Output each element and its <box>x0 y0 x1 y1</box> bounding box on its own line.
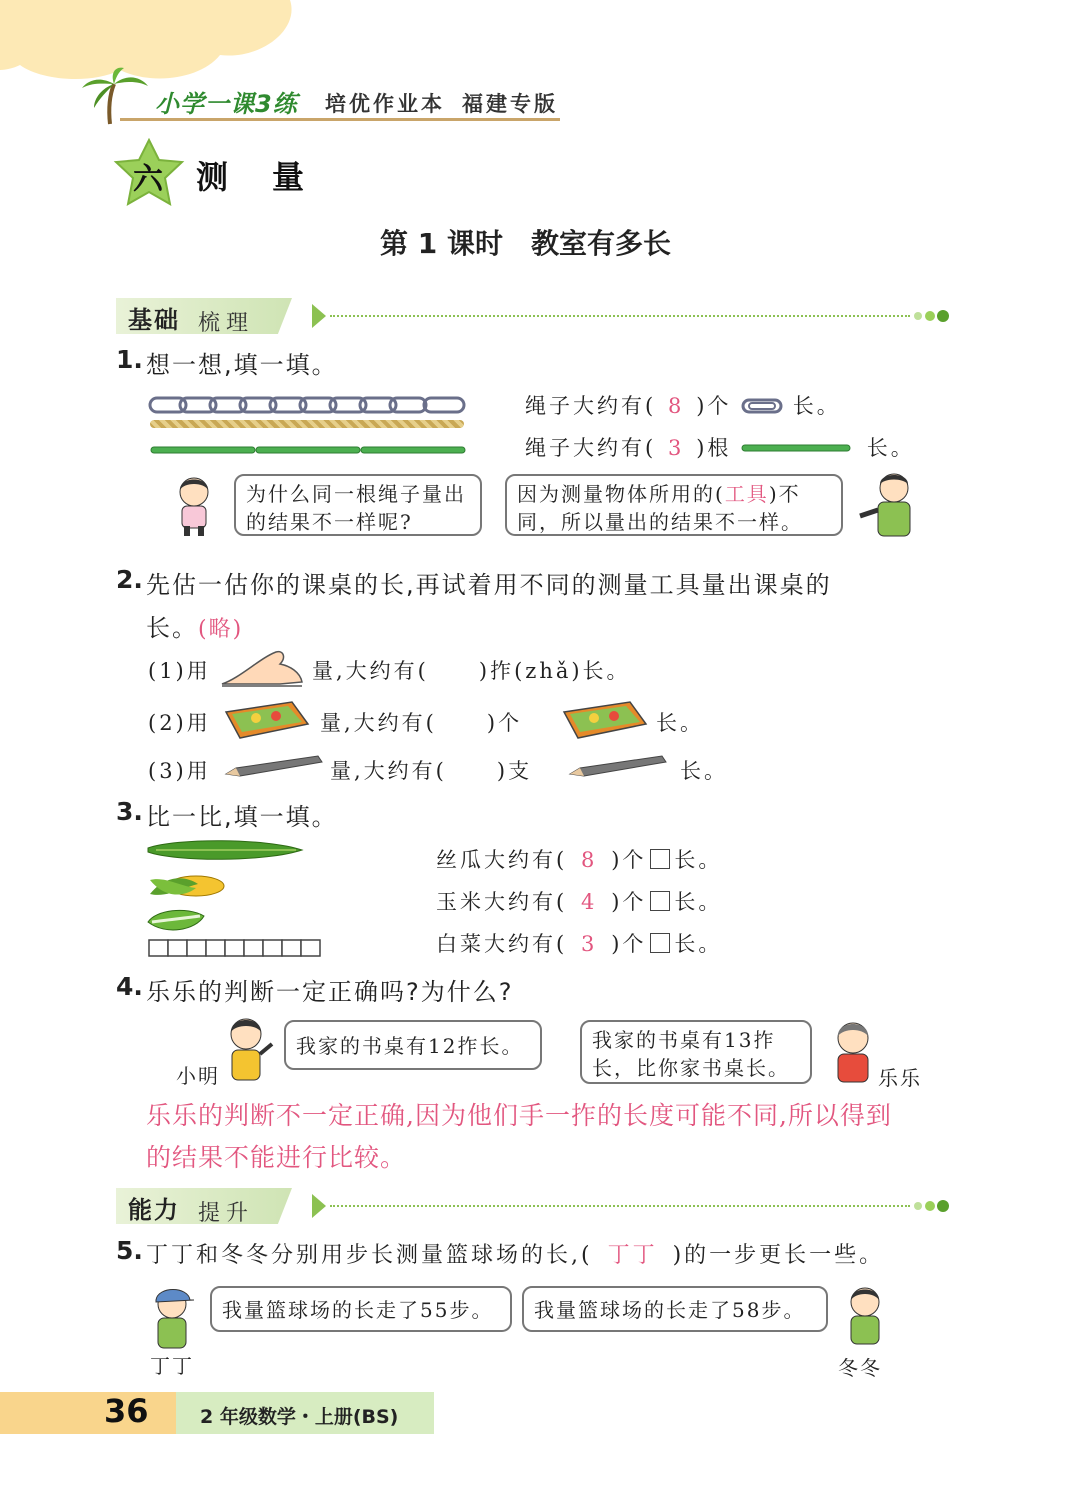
q2-item3-rest <box>330 755 532 785</box>
q3-row-end: 长。 <box>674 890 723 914</box>
q2-item3-end: 长。 <box>680 759 728 783</box>
pencil-icon-2 <box>568 754 668 778</box>
q2-item1 <box>148 655 211 685</box>
pencil-case-icon <box>222 698 310 742</box>
q2-item1-pre: (1)用 <box>148 659 211 683</box>
q2-item1-mid: 量,大约有( <box>312 659 429 683</box>
pencil-case-icon-2 <box>560 698 648 742</box>
q3-row-answer[interactable]: 4 <box>581 890 598 914</box>
q5-text <box>146 1238 884 1269</box>
lele-character <box>828 1018 878 1086</box>
q4-answer-line2: 的结果不能进行比较。 <box>146 1143 407 1172</box>
q3-row-end: 长。 <box>674 932 723 956</box>
q2-item2-pre: (2)用 <box>148 711 211 735</box>
square-unit-row <box>148 939 324 957</box>
q4-bubble-left: 我家的书桌有12拃长。 <box>284 1020 542 1070</box>
xiaoming-name: 小明 <box>176 1064 220 1088</box>
rope-image <box>150 420 464 428</box>
q4-bubble-right: 我家的书桌有13拃长，比你家书桌长。 <box>580 1020 812 1084</box>
q1-line1 <box>525 390 841 420</box>
q2-item1-post: )拃(zhǎ)长。 <box>478 659 631 683</box>
square-icon <box>650 891 670 911</box>
pencil-icon <box>224 754 324 778</box>
girl-character <box>170 474 220 538</box>
dongdong-name: 冬冬 <box>838 1356 882 1380</box>
q3-row-answer[interactable]: 3 <box>581 932 598 956</box>
q1-bubble-right-post: )不同，所以量出的结果不一样。 <box>517 482 803 534</box>
q1-line1-end: 长。 <box>792 394 841 418</box>
unit-number: 六 <box>133 162 163 197</box>
section-title-sub: 梳理 <box>198 311 255 336</box>
hand-span-icon <box>220 648 304 688</box>
q1-line1-answer[interactable]: 8 <box>668 394 685 418</box>
q5-pre: 丁丁和冬冬分别用步长测量篮球场的长,( <box>146 1243 593 1268</box>
q4-number: 4. <box>116 972 143 1001</box>
q3-row-pre: 玉米大约有( <box>436 890 568 914</box>
dingding-name: 丁丁 <box>150 1354 194 1378</box>
q2-item2-post: )个 <box>486 711 523 735</box>
q3-row-1 <box>436 844 722 874</box>
header-subtitle: 培优作业本 <box>325 91 445 116</box>
q1-line1-pre: 绳子大约有( <box>525 394 657 418</box>
q3-row-post: )个 <box>611 890 647 914</box>
lele-name: 乐乐 <box>878 1066 922 1090</box>
q1-bubble-right-answer[interactable]: 工具 <box>724 482 769 506</box>
header-edition: 福建专版 <box>462 91 558 116</box>
q1-line1-post: )个 <box>696 394 732 418</box>
q1-line2-post: )根 <box>696 436 732 460</box>
square-icon <box>650 849 670 869</box>
q5-bubble-right: 我量篮球场的长走了58步。 <box>522 1286 828 1332</box>
header-series: 小学一课3练 <box>155 90 298 118</box>
q1-line2 <box>525 432 915 462</box>
q2-item2-mid: 量,大约有( <box>320 711 437 735</box>
paperclip-icon <box>741 398 783 414</box>
q3-row-pre: 丝瓜大约有( <box>436 848 568 872</box>
q2-text2 <box>146 608 243 643</box>
q1-line2-answer[interactable]: 3 <box>668 436 685 460</box>
q1-line2-pre: 绳子大约有( <box>525 436 657 460</box>
corn-image <box>146 870 228 904</box>
q3-row-answer[interactable]: 8 <box>581 848 598 872</box>
section-dots-icon <box>910 309 950 323</box>
q3-row-end: 长。 <box>674 848 723 872</box>
square-icon <box>650 933 670 953</box>
footer-book-title: 2 年级数学・上册(BS) <box>200 1406 399 1428</box>
section-dotted-line <box>330 1205 910 1207</box>
unit-title: 测 量 <box>196 158 311 196</box>
cloud-decoration <box>0 0 300 85</box>
q2-item3 <box>148 755 211 785</box>
q1-bubble-right-pre: 因为测量物体所用的( <box>517 482 725 506</box>
q2-text2-main: 长。 <box>146 614 198 642</box>
q1-line2-end: 长。 <box>866 436 915 460</box>
q2-item3-post: )支 <box>496 759 533 783</box>
section-basic <box>116 298 950 334</box>
q2-number: 2. <box>116 565 143 594</box>
q3-row-post: )个 <box>611 848 647 872</box>
section-dots-icon <box>910 1199 950 1213</box>
teacher-character <box>856 470 932 540</box>
q1-bubble-left: 为什么同一根绳子量出的结果不一样呢? <box>234 474 482 536</box>
q5-answer[interactable]: 丁丁 <box>607 1243 658 1268</box>
q2-item3-pre: (3)用 <box>148 759 211 783</box>
q3-row-3 <box>436 928 722 958</box>
palm-tree-icon <box>80 66 150 126</box>
q1-text: 想一想,填一填。 <box>146 351 338 379</box>
q2-item3-mid: 量,大约有( <box>330 759 447 783</box>
q5-post: )的一步更长一些。 <box>672 1243 885 1268</box>
q4-answer-line1: 乐乐的判断不一定正确,因为他们手一拃的长度可能不同,所以得到 <box>146 1101 892 1130</box>
section-title-main: 能力 <box>128 1196 180 1224</box>
stick-chain <box>150 440 466 450</box>
q2-item1-rest <box>312 655 631 685</box>
q2-item2 <box>148 707 211 737</box>
page-number: 36 <box>104 1392 149 1430</box>
section-title-sub: 提升 <box>198 1201 255 1226</box>
dongdong-character <box>840 1282 890 1348</box>
lesson-title: 第 1 课时 教室有多长 <box>380 227 671 260</box>
green-stick-icon <box>741 443 851 453</box>
q1-bubble-right <box>505 474 843 536</box>
dingding-character <box>146 1284 202 1354</box>
section-dotted-line <box>330 315 910 317</box>
paperclip-chain <box>148 394 468 416</box>
q1-number: 1. <box>116 345 143 374</box>
q2-note: (略) <box>198 617 244 642</box>
q2-item2-rest <box>320 707 522 737</box>
q5-bubble-left: 我量篮球场的长走了55步。 <box>210 1286 512 1332</box>
q3-number: 3. <box>116 797 143 826</box>
q3-row-2 <box>436 886 722 916</box>
section-arrow-icon <box>312 304 326 328</box>
q2-item2-end: 长。 <box>656 711 704 735</box>
q3-row-post: )个 <box>611 932 647 956</box>
q4-text: 乐乐的判断一定正确吗?为什么? <box>146 978 514 1006</box>
cabbage-image <box>146 906 206 936</box>
section-ability <box>116 1188 950 1224</box>
footer-page-bg <box>0 1392 176 1434</box>
q3-row-pre: 白菜大约有( <box>436 932 568 956</box>
loofah-image <box>146 838 304 864</box>
section-title-main: 基础 <box>128 306 180 334</box>
q3-text: 比一比,填一填。 <box>146 803 338 831</box>
q2-text1: 先估一估你的课桌的长,再试着用不同的测量工具量出课桌的 <box>146 571 832 599</box>
q5-number: 5. <box>116 1236 143 1265</box>
section-arrow-icon <box>312 1194 326 1218</box>
xiaoming-character <box>218 1014 276 1084</box>
